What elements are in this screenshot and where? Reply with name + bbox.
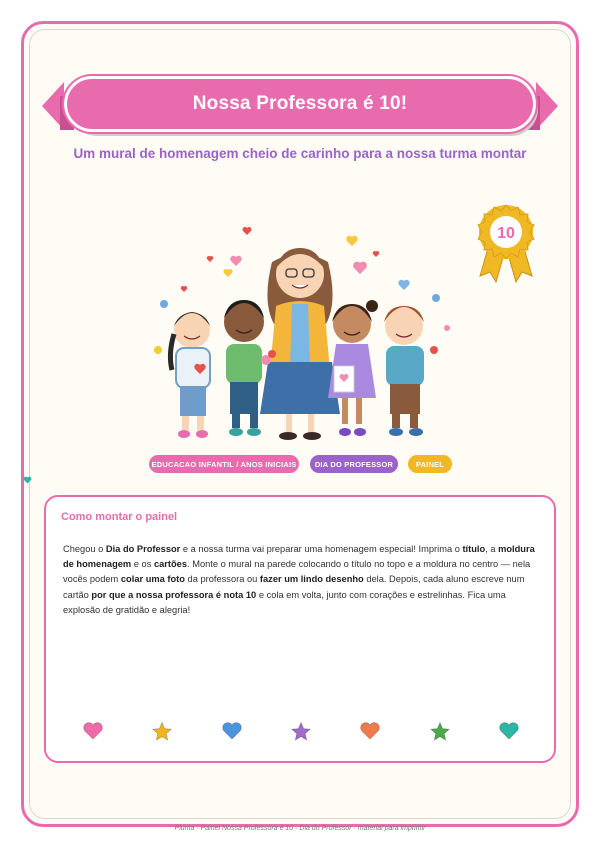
instructions-text-bold: Dia do Professor xyxy=(105,544,181,554)
instructions-title: Como montar o painel xyxy=(61,511,178,523)
award-rosette-icon xyxy=(474,204,538,284)
instructions-text-part: da professora ou xyxy=(184,574,260,585)
tag-education-level: EDUCACAO INFANTIL / ANOS INICIAIS xyxy=(149,455,299,473)
instructions-text-part: , a xyxy=(485,544,499,554)
badge-number: 10 xyxy=(497,225,515,242)
instructions-text-part: e os xyxy=(131,559,154,570)
instructions-text xyxy=(63,542,541,618)
instructions-text-bold: moldura de homenagem xyxy=(63,544,535,570)
instructions-text-bold: título xyxy=(462,544,486,554)
instructions-text-bold: por que a nossa professora é nota 10 xyxy=(91,589,257,600)
instructions-text-part: Chegou o xyxy=(63,544,106,554)
star-icon xyxy=(151,721,173,741)
teacher-figure xyxy=(260,248,340,440)
instructions-text-bold: fazer um lindo desenho xyxy=(259,574,364,585)
heart-icon xyxy=(498,721,520,741)
child-figure-4 xyxy=(384,306,438,436)
title-ribbon xyxy=(64,76,536,132)
child-figure-1 xyxy=(170,312,210,438)
instructions-text-part: dela. Depois, cada aluno escreve num cartão xyxy=(63,574,525,600)
instructions-box xyxy=(44,495,556,763)
page-footer: Pluma · Painel Nossa Professora é 10 · Dia do Professor · material para imprimir xyxy=(174,825,426,832)
instructions-text-part: e cola em volta, junto com corações e estrelinhas. Fica uma explosão de gratidão e alegria! xyxy=(63,589,506,615)
small-heart-icon xyxy=(23,476,32,484)
page-subtitle: Um mural de homenagem cheio de carinho para a nossa turma montar xyxy=(73,146,527,161)
page-title: Nossa Professora é 10! xyxy=(192,93,408,114)
decoration-row xyxy=(82,721,520,741)
heart-icon xyxy=(82,721,104,741)
instructions-text-part: e a nossa turma vai preparar uma homenagem especial! Imprima o xyxy=(180,544,463,554)
instructions-text-bold: cartões xyxy=(153,559,188,570)
heart-icon xyxy=(359,721,381,741)
tag-teacher-day: DIA DO PROFESSOR xyxy=(310,455,398,473)
teacher-with-children-illustration xyxy=(140,222,460,454)
star-icon xyxy=(290,721,312,741)
heart-icon xyxy=(221,721,243,741)
star-icon xyxy=(429,721,451,741)
instructions-text-part: . Monte o mural na parede colocando o título no topo e a moldura no centro — nela vocês podem xyxy=(63,559,531,585)
tag-panel: PAINEL xyxy=(408,455,452,473)
child-figure-3 xyxy=(328,300,378,436)
instructions-text-bold: colar uma foto xyxy=(120,574,185,585)
